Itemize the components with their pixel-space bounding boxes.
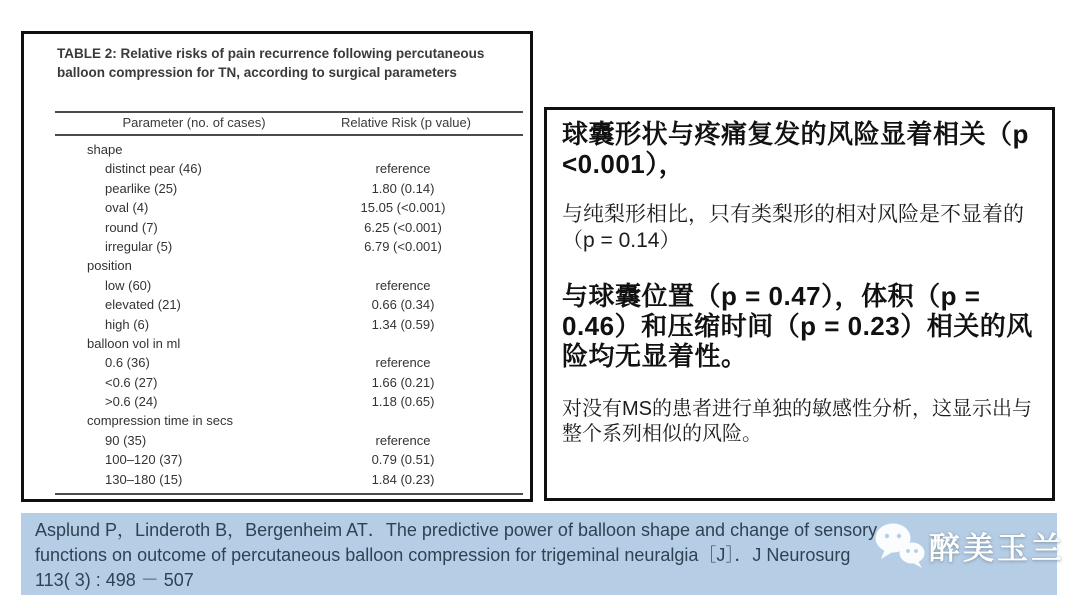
- group-label: position: [87, 258, 132, 274]
- table-row: [24, 373, 529, 392]
- row-parameter: elevated (21): [105, 297, 181, 313]
- row-parameter: 100–120 (37): [105, 452, 183, 468]
- row-relative-risk: 0.79 (0.51): [371, 452, 435, 468]
- table-rule-top: [55, 111, 523, 113]
- row-relative-risk: reference: [375, 432, 431, 448]
- wechat-icon: [872, 520, 928, 570]
- row-relative-risk: reference: [375, 355, 431, 371]
- row-relative-risk: 1.84 (0.23): [371, 471, 435, 487]
- note-paragraph: 对没有MS的患者进行单独的敏感性分析，这显示出与整个系列相似的风险。: [562, 398, 1032, 445]
- table-row: [24, 218, 529, 237]
- table-row: [24, 450, 529, 469]
- table-row: [24, 431, 529, 450]
- row-parameter: >0.6 (24): [105, 394, 158, 410]
- table-column-header: [24, 115, 529, 133]
- notes-panel: [544, 107, 1055, 501]
- row-relative-risk: 0.66 (0.34): [371, 297, 435, 313]
- citation-line: functions on outcome of percutaneous balloon compression for trigeminal neuralgia［J］．J Neurosurg: [35, 545, 851, 565]
- table-row: [24, 295, 529, 314]
- row-relative-risk: 1.80 (0.14): [371, 180, 435, 196]
- row-parameter: distinct pear (46): [105, 161, 202, 177]
- table-title: TABLE 2: Relative risks of pain recurrence following percutaneous balloon compression for TN, according to surgical parameters: [57, 46, 485, 80]
- note-paragraph: 与球囊位置（p = 0.47），体积（p = 0.46）和压缩时间（p = 0.23）相关的风险均无显着性。: [562, 281, 1033, 371]
- table-row: [24, 179, 529, 198]
- row-parameter: irregular (5): [105, 238, 173, 254]
- row-relative-risk: 1.34 (0.59): [371, 316, 435, 332]
- citation-line: 113( 3) : 498 － 507: [35, 570, 194, 590]
- note-paragraph: 与纯梨形相比，只有类梨形的相对风险是不显着的（p = 0.14）: [562, 203, 1024, 252]
- table-row: [24, 276, 529, 295]
- table-rule-mid: [55, 134, 523, 136]
- row-relative-risk: reference: [375, 161, 431, 177]
- table-row: [24, 392, 529, 411]
- table-row: [24, 237, 529, 256]
- group-label: balloon vol in ml: [87, 335, 181, 351]
- table-body: [24, 140, 529, 489]
- table-group-row: [24, 256, 529, 275]
- citation-line: Asplund P，Linderoth B，Bergenheim AT．The predictive power of balloon shape and change of sensory: [35, 520, 878, 540]
- table-group-row: [24, 140, 529, 159]
- row-parameter: 90 (35): [105, 432, 147, 448]
- row-relative-risk: 1.66 (0.21): [371, 374, 435, 390]
- table-panel: [21, 31, 533, 502]
- row-parameter: <0.6 (27): [105, 374, 158, 390]
- table-group-row: [24, 411, 529, 430]
- table-row: [24, 353, 529, 372]
- watermark: [872, 520, 1065, 570]
- column-header-parameter: Parameter (no. of cases): [122, 115, 266, 130]
- row-parameter: round (7): [105, 219, 158, 235]
- row-parameter: high (6): [105, 316, 150, 332]
- row-parameter: pearlike (25): [105, 180, 178, 196]
- table-row: [24, 198, 529, 217]
- row-parameter: 130–180 (15): [105, 471, 183, 487]
- row-relative-risk: 6.79 (<0.001): [364, 238, 442, 254]
- row-relative-risk: 15.05 (<0.001): [360, 200, 446, 216]
- row-parameter: oval (4): [105, 200, 149, 216]
- note-paragraph: 球囊形状与疼痛复发的风险显着相关（p <0.001），: [562, 119, 1029, 179]
- watermark-label: 醉美玉兰: [929, 530, 1065, 566]
- table-row: [24, 159, 529, 178]
- group-label: compression time in secs: [87, 413, 233, 429]
- row-relative-risk: 1.18 (0.65): [371, 394, 435, 410]
- table-group-row: [24, 334, 529, 353]
- row-relative-risk: reference: [375, 277, 431, 293]
- group-label: shape: [87, 142, 123, 157]
- table-row: [24, 315, 529, 334]
- row-relative-risk: 6.25 (<0.001): [364, 219, 442, 235]
- column-header-relative-risk: Relative Risk (p value): [340, 115, 472, 130]
- table-rule-bottom: [55, 493, 523, 495]
- row-parameter: low (60): [105, 277, 152, 293]
- row-parameter: 0.6 (36): [105, 355, 150, 371]
- table-row: [24, 470, 529, 489]
